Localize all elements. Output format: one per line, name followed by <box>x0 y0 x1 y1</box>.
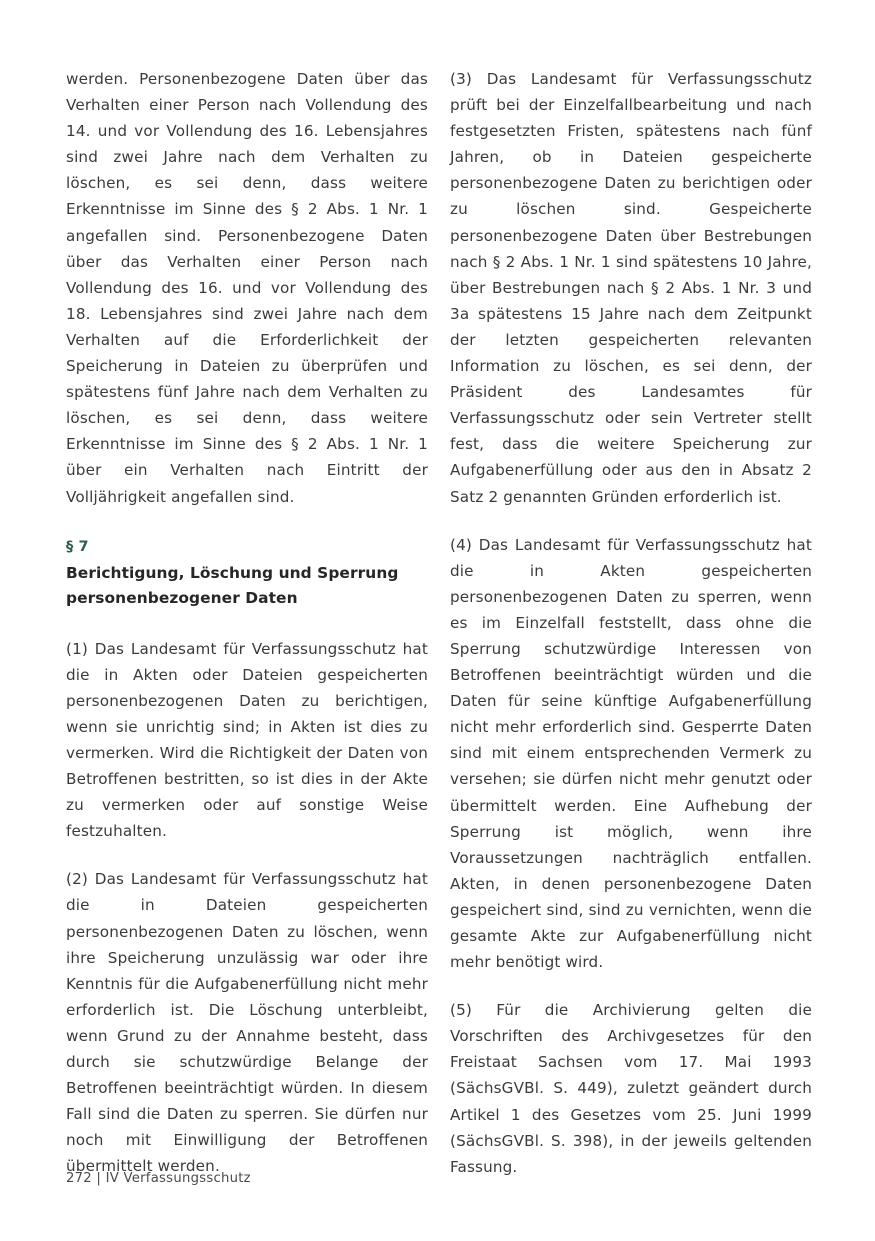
section-title: Berichtigung, Löschung und Sperrung personenbezogener Daten <box>66 563 399 608</box>
paragraph-1: (1) Das Landesamt für Verfassungsschutz hat die in Akten oder Dateien gespeicherten personenbezogenen Daten zu berichtigen, wenn sie unrichtig sind; in Akten ist dies zu vermerken. Wird die Richtigkeit der Daten von Betroffenen bestritten, so ist dies in der Akte zu vermerken oder auf sonstige Weise festzuhalten. <box>66 639 428 841</box>
section-number: § 7 <box>66 538 89 555</box>
paragraph-4: (4) Das Landesamt für Verfassungsschutz hat die in Akten gespeicherten personenbezogenen Daten zu sperren, wenn es im Einzelfall feststellt, dass ohne die Sperrung schutzwürdige Interessen von Betroffenen beeinträchtigt würden und die Daten für seine künftige Aufgabenerfüllung nicht mehr erforderlich sind. Gesperrte Daten sind mit einem entsprechenden Vermerk zu versehen; sie dürfen nicht mehr genutzt oder übermittelt werden. Eine Aufhebung der Sperrung ist möglich, wenn ihre Voraussetzungen nachträglich entfallen. Akten, in denen personenbezogene Daten gespeichert sind, sind zu vernichten, wenn die gesamte Akte zur Aufgabenerfüllung nicht mehr benötigt wird. <box>450 535 812 972</box>
paragraph-5: (5) Für die Archivierung gelten die Vorschriften des Archivgesetzes für den Freistaat Sachsen vom 17. Mai 1993 (SächsGVBl. S. 449), zuletzt geändert durch Artikel 1 des Gesetzes vom 25. Juni 1999 (SächsGVBl. S. 398), in der jeweils geltenden Fassung. <box>450 1001 812 1176</box>
paragraph-3: (3) Das Landesamt für Verfassungsschutz prüft bei der Einzelfallbearbeitung und nach festgesetzten Fristen, spätestens nach fünf Jahren, ob in Dateien gespeicherte personenbezogene Daten zu berichtigen oder zu löschen sind. Gespeicherte personenbezogene Daten über Bestrebungen nach § 2 Abs. 1 Nr. 1 sind spätestens 10 Jahre, über Bestrebungen nach § 2 Abs. 1 Nr. 3 und 3a spätestens 15 Jahre nach dem Zeitpunkt der letzten gespeicherten relevanten Information zu löschen, es sei denn, der Präsident des Landesamtes für Verfassungsschutz oder sein Vertreter stellt fest, dass die weitere Speicherung zur Aufgabenerfüllung oder aus den in Absatz 2 Satz 2 genannten Gründen erforderlich ist. <box>450 70 812 506</box>
section-heading <box>66 536 428 612</box>
page-footer: 272 | IV Verfassungsschutz <box>66 1171 251 1186</box>
two-column-layout <box>66 66 812 1176</box>
continued-paragraph: werden. Personenbezogene Daten über das Verhalten einer Person nach Vollendung des 14. und vor Vollendung des 16. Lebensjahres sind zwei Jahre nach dem Verhalten zu löschen, es sei denn, dass weitere Erkenntnisse im Sinne des § 2 Abs. 1 Nr. 1 angefallen sind. Personenbezogene Daten über das Verhalten einer Person nach Vollendung des 16. und vor Vollendung des 18. Lebensjahres sind zwei Jahre nach dem Verhalten auf die Erforderlichkeit der Speicherung in Dateien zu überprüfen und spätestens fünf Jahre nach dem Verhalten zu löschen, es sei denn, dass weitere Erkenntnisse im Sinne des § 2 Abs. 1 Nr. 1 über ein Verhalten nach Eintritt der Volljährigkeit angefallen sind. <box>66 70 428 506</box>
paragraph-2: (2) Das Landesamt für Verfassungsschutz hat die in Dateien gespeicherten personenbezogenen Daten zu löschen, wenn ihre Speicherung unzulässig war oder ihre Kenntnis für die Aufgabenerfüllung nicht mehr erforderlich ist. Die Löschung unterbleibt, wenn Grund zu der Annahme besteht, dass durch sie schutzwürdige Belange der Betroffenen beeinträchtigt würden. In diesem Fall sind die Daten zu sperren. Sie dürfen nur noch mit Einwilligung der Betroffenen übermittelt werden. <box>66 870 428 1176</box>
left-column <box>66 66 428 1176</box>
right-column <box>450 66 812 1176</box>
